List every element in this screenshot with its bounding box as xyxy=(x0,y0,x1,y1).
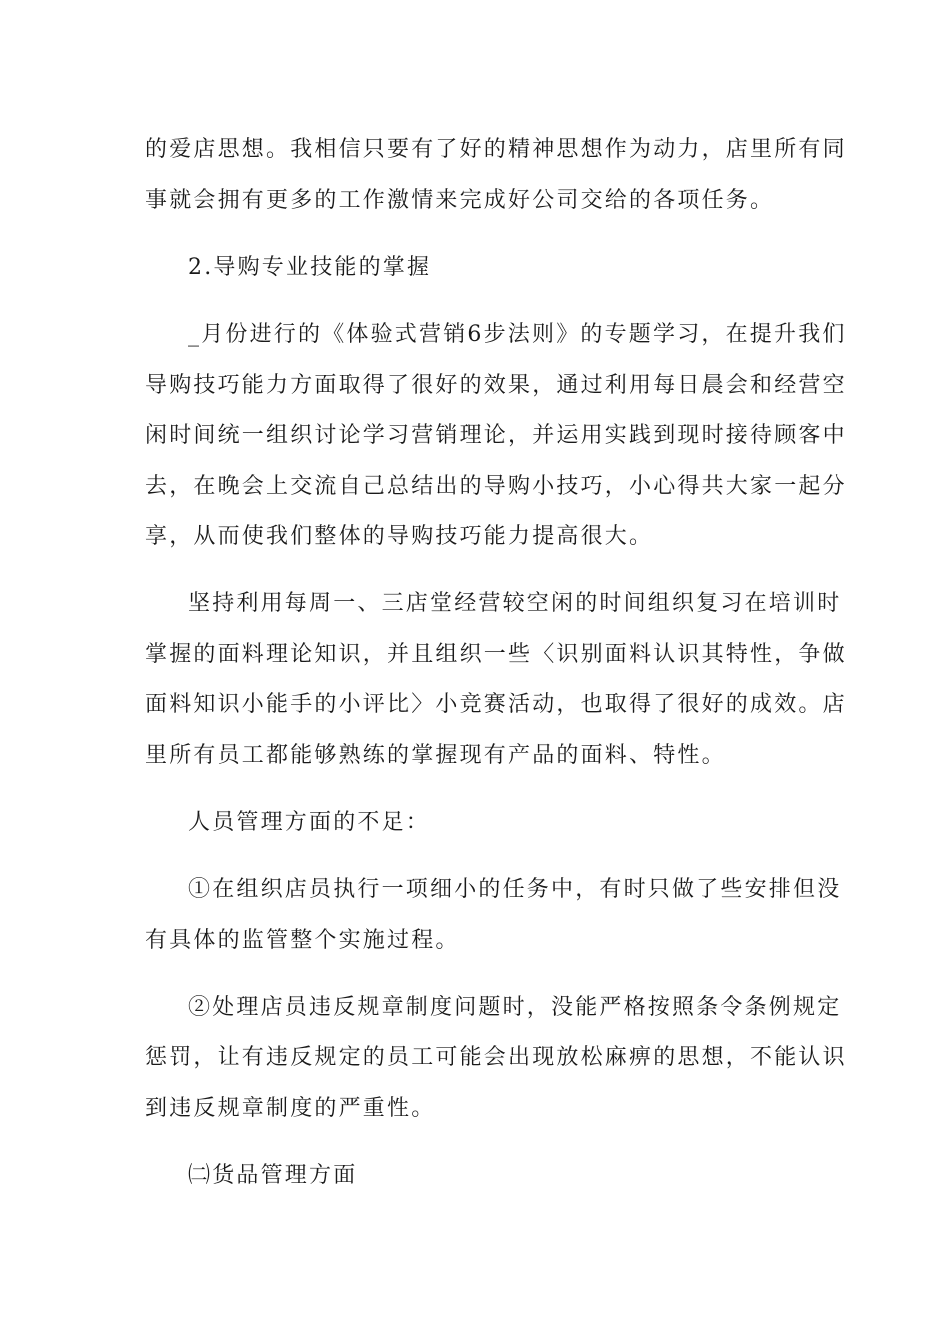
paragraph-3-line-1: _月份进行的《体验式营销6步法则》的专题学习，在提升我们 xyxy=(188,322,847,347)
paragraph-1-line-1: 的爱店思想。我相信只要有了好的精神思想作为动力，店里所有同 xyxy=(145,137,847,162)
section-heading-goods: ㈡货品管理方面 xyxy=(188,1163,358,1188)
paragraph-3-line-2: 导购技巧能力方面取得了很好的效果，通过利用每日晨会和经营空 xyxy=(145,373,847,398)
paragraph-4-line-4: 里所有员工都能够熟练的掌握现有产品的面料、特性。 xyxy=(145,743,726,768)
paragraph-1-line-2: 事就会拥有更多的工作激情来完成好公司交给的各项任务。 xyxy=(145,188,775,213)
list-item-1-line-2: 有具体的监管整个实施过程。 xyxy=(145,928,460,953)
paragraph-3-line-3: 闲时间统一组织讨论学习营销理论，并运用实践到现时接待顾客中 xyxy=(145,423,847,448)
section-heading-shortcomings: 人员管理方面的不足： xyxy=(188,810,431,835)
list-item-1-line-1: ①在组织店员执行一项细小的任务中，有时只做了些安排但没 xyxy=(188,877,842,902)
paragraph-4-line-1: 坚持利用每周一、三店堂经营较空闲的时间组织复习在培训时 xyxy=(188,591,842,616)
paragraph-4-line-3: 面料知识小能手的小评比〉小竞赛活动，也取得了很好的成效。店 xyxy=(145,692,847,717)
paragraph-3-line-5: 享，从而使我们整体的导购技巧能力提高很大。 xyxy=(145,524,654,549)
paragraph-4-line-2: 掌握的面料理论知识，并且组织一些〈识别面料认识其特性，争做 xyxy=(145,642,847,667)
list-item-2-line-3: 到违反规章制度的严重性。 xyxy=(145,1096,436,1121)
list-item-2-line-2: 惩罚，让有违反规定的员工可能会出现放松麻痹的思想，不能认识 xyxy=(145,1045,847,1070)
section-heading-skills: 2.导购专业技能的掌握 xyxy=(188,255,432,280)
list-item-2-line-1: ②处理店员违反规章制度问题时，没能严格按照条令条例规定 xyxy=(188,995,842,1020)
paragraph-3-line-4: 去，在晚会上交流自己总结出的导购小技巧，小心得共大家一起分 xyxy=(145,474,847,499)
